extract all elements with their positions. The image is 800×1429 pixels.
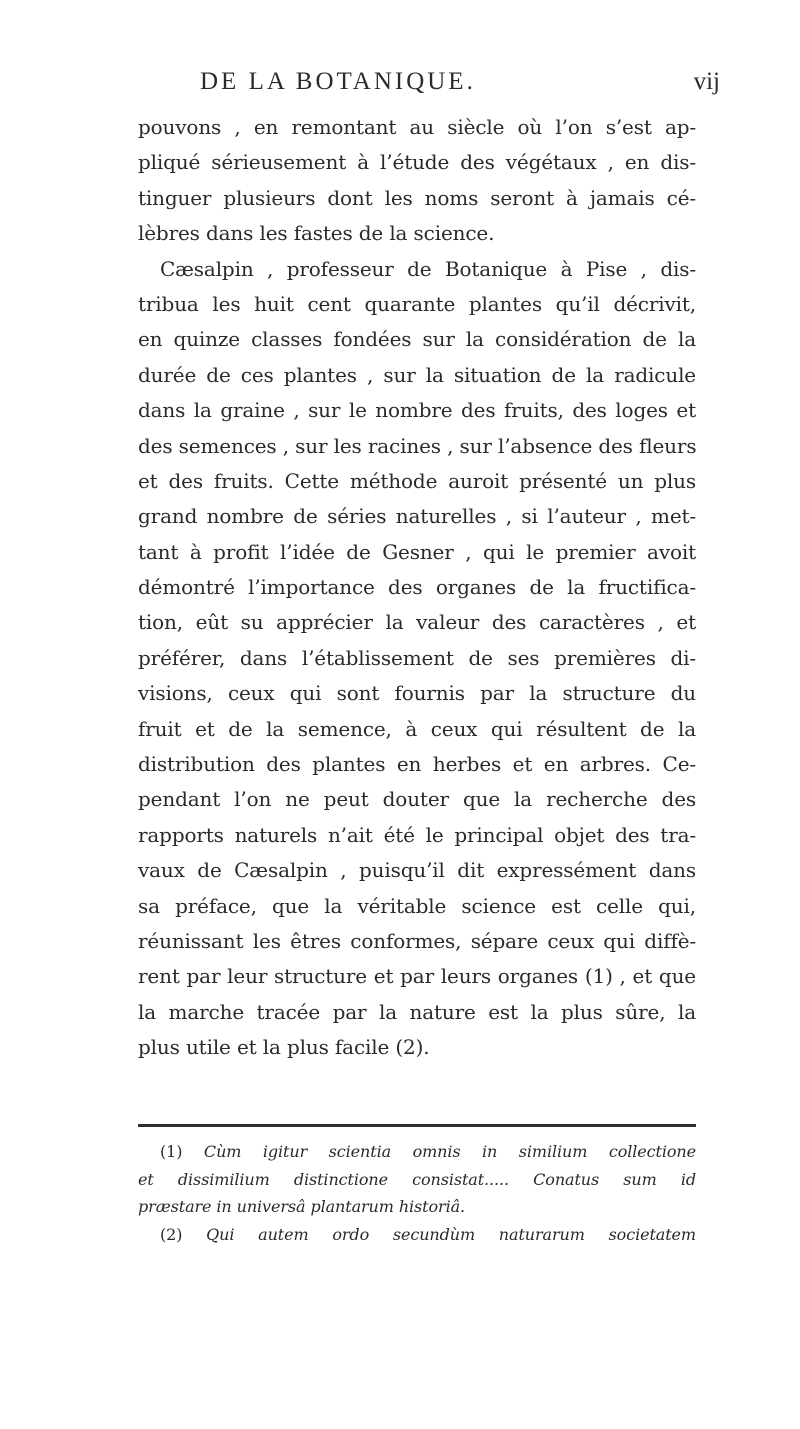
footnote-line: et dissimilium distinctione consistat..... Conatus sum id — [138, 1169, 696, 1189]
main-text — [138, 110, 696, 1066]
text-line: pendant l’on ne peut douter que la recherche des — [138, 787, 696, 812]
text-line: tinguer plusieurs dont les noms seront à jamais cé- — [138, 185, 696, 210]
text-line: distribution des plantes en herbes et en arbres. Ce- — [138, 752, 696, 777]
text-line: sa préface, que la véritable science est celle qui, — [138, 893, 696, 918]
footnote-text: Qui autem ordo secundùm naturarum societatem — [206, 1224, 696, 1244]
text-line: en quinze classes fondées sur la considération de la — [138, 327, 696, 352]
text-line: préférer, dans l’établissement de ses premières di- — [138, 645, 696, 670]
text-line: des semences , sur les racines , sur l’absence des fleurs — [138, 433, 697, 458]
text-line: démontré l’importance des organes de la fructifica- — [138, 575, 696, 600]
text-line: et des fruits. Cette méthode auroit présenté un plus — [138, 468, 696, 493]
text-line: tant à profit l’idée de Gesner , qui le premier avoit — [138, 539, 696, 564]
page-number: vij — [693, 68, 720, 95]
text-line: tribua les huit cent quarante plantes qu’il décrivit, — [138, 291, 696, 316]
footnote-marker: (1) — [160, 1142, 183, 1161]
text-line: plus utile et la plus facile (2). — [138, 1035, 430, 1060]
text-line: durée de ces plantes , sur la situation de la radicule — [138, 362, 696, 387]
footnotes — [138, 1138, 696, 1248]
text-line: dans la graine , sur le nombre des fruits, des loges et — [138, 398, 696, 423]
text-line: tion, eût su apprécier la valeur des caractères , et — [138, 610, 696, 635]
running-title: DE LA BOTANIQUE. — [200, 68, 476, 95]
footnote-line: præstare in universâ plantarum historiâ. — [138, 1197, 466, 1216]
footnote-2 — [138, 1221, 696, 1249]
text-line: vaux de Cæsalpin , puisqu’il dit expressément dans — [138, 858, 696, 883]
footnote-marker: (2) — [160, 1224, 183, 1244]
text-line: réunissant les êtres conformes, sépare ceux qui diffè- — [138, 928, 696, 953]
footnote-text: Cùm igitur scientia omnis in similium collectione — [203, 1142, 696, 1161]
text-line: pliqué sérieusement à l’étude des végétaux , en dis- — [138, 150, 696, 175]
text-line: visions, ceux qui sont fournis par la structure du — [138, 681, 696, 706]
text-line: pouvons , en remontant au siècle où l’on s’est ap- — [138, 115, 696, 139]
footnote-1 — [138, 1138, 696, 1166]
footnote-divider — [138, 1124, 696, 1127]
text-line: la marche tracée par la nature est la plus sûre, la — [138, 999, 696, 1024]
text-line: grand nombre de séries naturelles , si l’auteur , met- — [138, 504, 696, 529]
text-line: rent par leur structure et par leurs organes (1) , et que — [138, 964, 696, 989]
text-line: lèbres dans les fastes de la science. — [138, 221, 495, 246]
text-line: Cæsalpin , professeur de Botanique à Pise , dis- — [160, 256, 696, 281]
text-line: fruit et de la semence, à ceux qui résultent de la — [138, 716, 696, 741]
running-head — [200, 68, 720, 108]
text-line: rapports naturels n’ait été le principal objet des tra- — [138, 822, 696, 847]
